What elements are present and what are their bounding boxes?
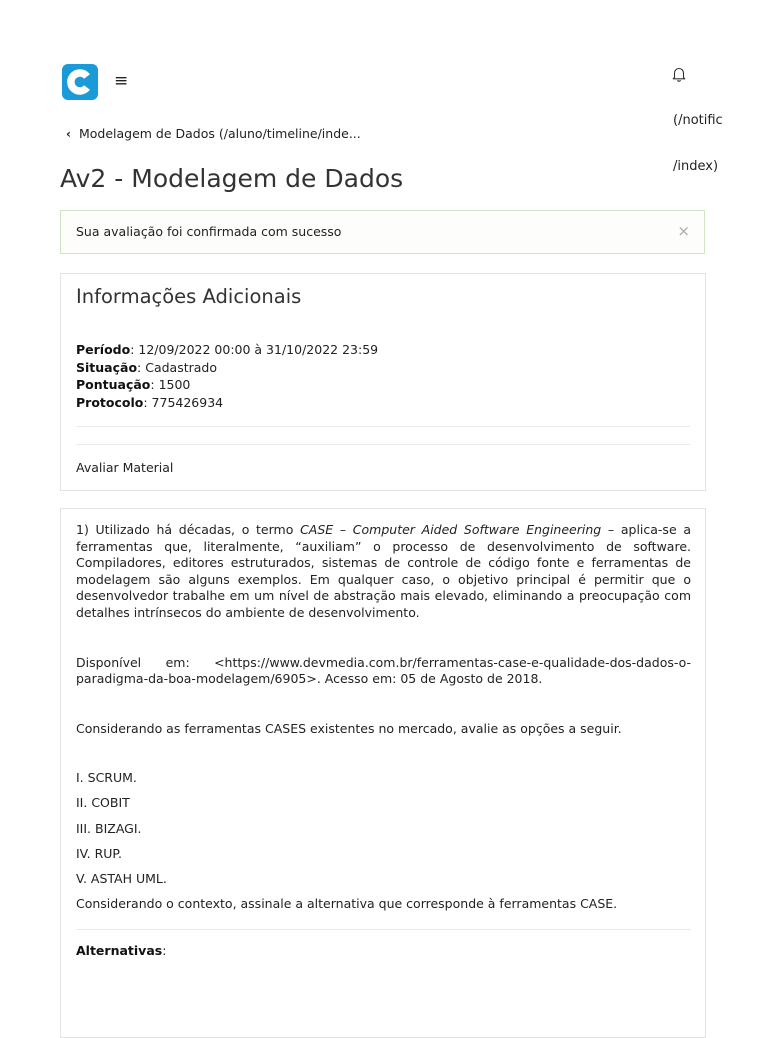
divider — [76, 426, 690, 427]
info-periodo: Período: 12/09/2022 00:00 à 31/10/2022 23:59 — [76, 342, 379, 357]
info-label: Pontuação — [76, 377, 151, 392]
question-intro-rest: – aplica-se a ferramentas que, literalmente, “auxiliam” o processo de desenvolvimento de software. Compiladores, editores estruturados, sistemas de controle de código fonte e ferramentas de modelagem são alguns exemplos. Em qualquer caso, o objetivo principal é permitir que o desenvolvedor trabalhe em um nível de abstração mais elevado, eliminando a preocupação com detalhes intrínsecos do ambiente de desenvolvimento. — [76, 522, 691, 620]
list-item: I. SCRUM. — [76, 770, 137, 786]
notification-link[interactable]: (/notific — [673, 113, 723, 128]
question-body — [76, 522, 691, 958]
alternatives-heading — [76, 943, 691, 958]
question-intro-text: 1) Utilizado há décadas, o termo — [76, 522, 301, 537]
list-item: V. ASTAH UML. — [76, 870, 167, 886]
hamburger-icon[interactable]: ≡ — [114, 71, 129, 91]
page-title: Av2 - Modelagem de Dados — [60, 164, 404, 193]
list-item: III. BIZAGI. — [76, 820, 142, 836]
question-prompt: Considerando o contexto, assinale a alternativa que corresponde à ferramentas CASE. — [76, 895, 618, 911]
info-value: Cadastrado — [145, 359, 217, 375]
list-item: IV. RUP. — [76, 845, 122, 861]
info-pontuacao: Pontuação: 1500 — [76, 377, 191, 392]
alert-message: Sua avaliação foi confirmada com sucesso — [76, 224, 342, 239]
info-value: 12/09/2022 00:00 à 31/10/2022 23:59 — [138, 342, 379, 357]
info-list — [76, 341, 378, 411]
avaliar-material-link[interactable]: Avaliar Material — [76, 460, 174, 475]
success-alert — [60, 210, 705, 254]
bell-icon[interactable] — [672, 66, 686, 86]
alternatives-suffix: : — [162, 943, 167, 959]
question-card — [60, 508, 706, 1038]
info-protocolo: Protocolo: 775426934 — [76, 394, 224, 410]
options-list — [76, 770, 691, 887]
chevron-left-icon: ‹ — [66, 127, 71, 141]
divider — [76, 929, 691, 930]
breadcrumb[interactable] — [66, 126, 361, 141]
notification-link-continued[interactable]: /index) — [673, 159, 719, 174]
panel-title: Informações Adicionais — [76, 285, 302, 308]
list-item: II. COBIT — [76, 795, 130, 811]
alternatives-label: Alternativas — [76, 943, 163, 959]
info-label: Período — [76, 342, 131, 357]
info-situacao: Situação: Cadastrado — [76, 359, 217, 375]
question-consider: Considerando as ferramentas CASES existentes no mercado, avalie as opções a seguir. — [76, 720, 622, 736]
info-label: Situação — [76, 359, 138, 375]
info-label: Protocolo — [76, 394, 144, 410]
question-intro-term: CASE – Computer Aided Software Engineering — [300, 522, 602, 537]
divider — [76, 444, 690, 445]
info-value: 1500 — [158, 377, 191, 392]
question-intro — [76, 522, 691, 622]
app-logo[interactable] — [62, 64, 98, 100]
info-value: 775426934 — [151, 394, 224, 410]
question-source: Disponível em: <https://www.devmedia.com.br/ferramentas-case-e-qualidade-dos-dados-o-paradigma-da-boa-modelagem/6905>. Acesso em: 05 de Agosto de 2018. — [76, 654, 691, 687]
info-panel — [60, 273, 706, 491]
close-icon[interactable]: × — [677, 222, 690, 240]
breadcrumb-label: Modelagem de Dados (/aluno/timeline/inde... — [78, 126, 361, 141]
